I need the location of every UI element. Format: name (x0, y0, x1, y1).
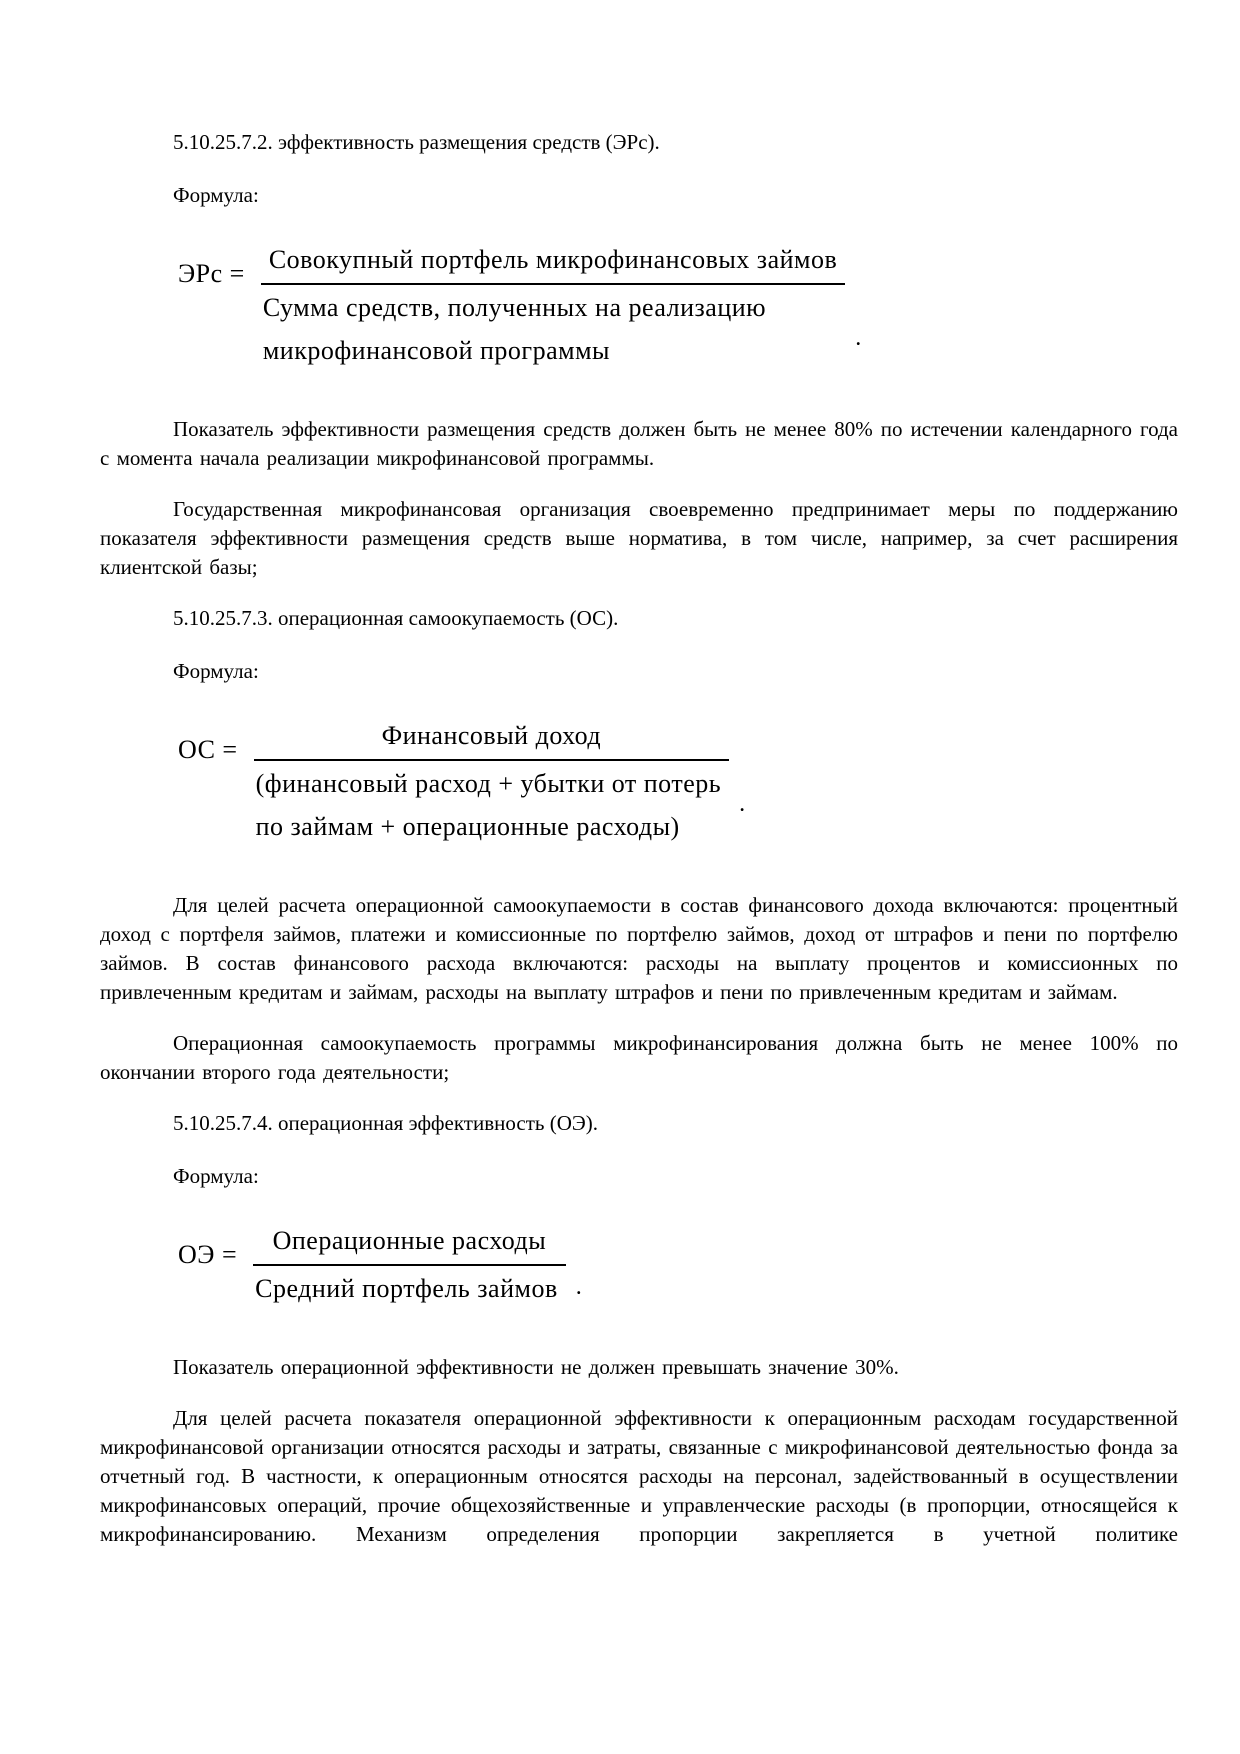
fraction-denominator-line-1: (финансовый расход + убытки от потерь (255, 769, 722, 798)
formula-label: Формула: (173, 183, 259, 207)
formula-oe (100, 1221, 1178, 1309)
section-heading-5-10-25-7-3: 5.10.25.7.3. операционная самоокупаемость (ОС). (173, 606, 619, 630)
fraction-denominator-line-2: микрофинансовой программы (262, 336, 611, 365)
formula-os (100, 716, 1178, 847)
section-heading-5-10-25-7-4: 5.10.25.7.4. операционная эффективность (ОЭ). (173, 1111, 598, 1135)
formula-lhs: ЭРс = (178, 259, 245, 288)
formula-label: Формула: (173, 1164, 259, 1188)
formula-lhs: ОЭ = (178, 1240, 238, 1269)
formula-period: . (739, 791, 746, 817)
paragraph: Для целей расчета операционной самоокупаемости в состав финансового дохода включаются: процентный доход с портфеля займов, платежи и комиссионные по портфелю займов, доход от штрафов и пени по портфелю займов. В состав финансового расхода включаются: расходы на выплату процентов и комиссионных по привлеченным кредитам и займам, расходы на выплату штрафов и пени по привлеченным кредитам и займам. (100, 893, 1178, 1004)
fraction-numerator: Операционные расходы (253, 1221, 566, 1266)
formula-ers (100, 240, 1178, 371)
formula-label: Формула: (173, 659, 259, 683)
paragraph: Показатель операционной эффективности не должен превышать значение 30%. (173, 1355, 899, 1379)
formula-lhs: ОС = (178, 735, 238, 764)
paragraph: Государственная микрофинансовая организация своевременно предпринимает меры по поддержанию показателя эффективности размещения средств выше норматива, в том числе, например, за счет расширения клиентской базы; (100, 497, 1178, 579)
fraction-denominator-line-1: Средний портфель займов (255, 1274, 558, 1303)
paragraph: Операционная самоокупаемость программы микрофинансирования должна быть не менее 100% по окончании второго года деятельности; (100, 1031, 1178, 1084)
fraction (254, 716, 730, 847)
fraction-denominator-line-1: Сумма средств, полученных на реализацию (262, 293, 767, 322)
fraction-numerator: Финансовый доход (254, 716, 730, 761)
paragraph: Для целей расчета показателя операционной эффективности к операционным расходам государственной микрофинансовой организации относятся расходы и затраты, связанные с микрофинансовой деятельностью фонда за отчетный год. В частности, к операционным относятся расходы на персонал, задействованный в осуществлении микрофинансовых операций, прочие общехозяйственные и управленческие расходы (в пропорции, относящейся к микрофинансированию. Механизм определения пропорции закрепляется в учетной политике (100, 1406, 1178, 1546)
fraction (261, 240, 845, 371)
section-heading-5-10-25-7-2: 5.10.25.7.2. эффективность размещения средств (ЭРс). (173, 130, 660, 154)
fraction-numerator: Совокупный портфель микрофинансовых займов (261, 240, 845, 285)
fraction-denominator-line-2: по займам + операционные расходы) (255, 812, 680, 841)
paragraph: Показатель эффективности размещения средств должен быть не менее 80% по истечении календарного года с момента начала реализации микрофинансовой программы. (100, 417, 1178, 470)
formula-period: . (575, 1274, 583, 1300)
formula-period: . (855, 325, 862, 351)
fraction (253, 1221, 566, 1309)
